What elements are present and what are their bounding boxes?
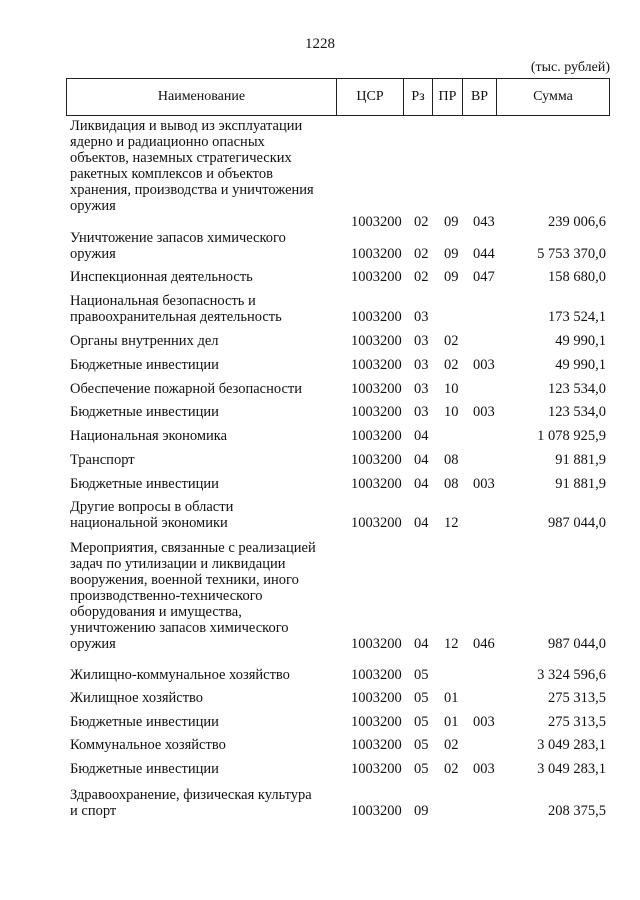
row-sum: 1 078 925,9: [537, 428, 606, 444]
row-rz: 03: [414, 333, 429, 349]
row-pr: 02: [444, 333, 459, 349]
row-pr: 02: [444, 737, 459, 753]
row-pr: 02: [444, 357, 459, 373]
table-row: [0, 761, 640, 777]
row-sum: 49 990,1: [555, 333, 606, 349]
row-sum: 275 313,5: [548, 690, 606, 706]
table-row: [0, 118, 640, 230]
table-row: [0, 404, 640, 420]
row-csr: 1003200: [351, 737, 402, 753]
row-rz: 04: [414, 428, 429, 444]
row-name: Коммунальное хозяйство: [70, 737, 226, 753]
row-csr: 1003200: [351, 269, 402, 285]
row-name: Жилищно-коммунальное хозяйство: [70, 667, 290, 683]
header-name: Наименование: [67, 79, 337, 115]
table-row: [0, 540, 640, 652]
row-name: Органы внутренних дел: [70, 333, 219, 349]
row-pr: 10: [444, 404, 459, 420]
table-row: [0, 428, 640, 444]
units-label: (тыс. рублей): [530, 60, 610, 75]
row-pr: 09: [444, 214, 459, 230]
table-row: [0, 737, 640, 753]
row-sum: 5 753 370,0: [537, 246, 606, 262]
row-rz: 02: [414, 269, 429, 285]
row-csr: 1003200: [351, 761, 402, 777]
row-name: Жилищное хозяйство: [70, 690, 204, 706]
row-csr: 1003200: [351, 690, 402, 706]
row-rz: 02: [414, 246, 429, 262]
row-sum: 123 534,0: [548, 381, 606, 397]
table-row: [0, 230, 640, 262]
row-vr: 046: [473, 636, 495, 652]
row-name: Национальная экономика: [70, 428, 228, 444]
row-pr: 01: [444, 690, 459, 706]
row-sum: 3 324 596,6: [537, 667, 606, 683]
row-name: Транспорт: [70, 452, 135, 468]
row-rz: 09: [414, 803, 429, 819]
row-rz: 03: [414, 404, 429, 420]
row-csr: 1003200: [351, 714, 402, 730]
row-name: Мероприятия, связанные с реализацией задач по утилизации и ликвидации вооружения, военной техники, иного производственно-технического оборудования и имущества, уничтожению запасов химического оружия: [70, 540, 316, 652]
row-sum: 158 680,0: [548, 269, 606, 285]
row-rz: 03: [414, 309, 429, 325]
row-sum: 987 044,0: [548, 515, 606, 531]
row-vr: 003: [473, 476, 495, 492]
row-sum: 239 006,6: [548, 214, 606, 230]
table-row: [0, 293, 640, 325]
row-csr: 1003200: [351, 452, 402, 468]
row-csr: 1003200: [351, 357, 402, 373]
table-row: [0, 269, 640, 285]
row-name: Другие вопросы в области национальной экономики: [70, 499, 234, 531]
row-sum: 208 375,5: [548, 803, 606, 819]
row-pr: 09: [444, 269, 459, 285]
row-csr: 1003200: [351, 309, 402, 325]
row-vr: 003: [473, 761, 495, 777]
row-csr: 1003200: [351, 381, 402, 397]
header-pr: ПР: [433, 79, 463, 115]
row-name: Бюджетные инвестиции: [70, 357, 219, 373]
row-csr: 1003200: [351, 667, 402, 683]
row-pr: 01: [444, 714, 459, 730]
row-sum: 123 534,0: [548, 404, 606, 420]
row-rz: 05: [414, 761, 429, 777]
row-pr: 08: [444, 452, 459, 468]
table-row: [0, 381, 640, 397]
header-rz: Рз: [404, 79, 433, 115]
row-vr: 003: [473, 714, 495, 730]
row-rz: 03: [414, 381, 429, 397]
row-sum: 173 524,1: [548, 309, 606, 325]
row-name: Ликвидация и вывод из эксплуатации ядерно и радиационно опасных объектов, наземных стратегических ракетных комплексов и объектов хранения, производства и уничтожения оружия: [70, 118, 314, 214]
row-pr: 02: [444, 761, 459, 777]
row-rz: 05: [414, 714, 429, 730]
row-pr: 08: [444, 476, 459, 492]
row-name: Бюджетные инвестиции: [70, 476, 219, 492]
table-row: [0, 499, 640, 531]
row-name: Национальная безопасность и правоохранительная деятельность: [70, 293, 282, 325]
header-vr: ВР: [463, 79, 497, 115]
row-vr: 047: [473, 269, 495, 285]
row-csr: 1003200: [351, 214, 402, 230]
row-csr: 1003200: [351, 515, 402, 531]
row-rz: 04: [414, 452, 429, 468]
row-rz: 03: [414, 357, 429, 373]
row-rz: 05: [414, 667, 429, 683]
row-csr: 1003200: [351, 404, 402, 420]
row-csr: 1003200: [351, 333, 402, 349]
row-name: Бюджетные инвестиции: [70, 714, 219, 730]
table-row: [0, 476, 640, 492]
row-name: Обеспечение пожарной безопасности: [70, 381, 303, 397]
row-sum: 49 990,1: [555, 357, 606, 373]
header-sum: Сумма: [533, 89, 573, 104]
row-sum: 91 881,9: [555, 476, 606, 492]
row-rz: 04: [414, 636, 429, 652]
table-row: [0, 690, 640, 706]
table-row: [0, 714, 640, 730]
table-row: [0, 452, 640, 468]
row-name: Инспекционная деятельность: [70, 269, 253, 285]
row-vr: 003: [473, 404, 495, 420]
table-row: [0, 357, 640, 373]
table-row: [0, 787, 640, 819]
row-vr: 044: [473, 246, 495, 262]
row-sum: 3 049 283,1: [537, 761, 606, 777]
row-pr: 12: [444, 515, 459, 531]
row-vr: 003: [473, 357, 495, 373]
header-csr: ЦСР: [337, 79, 404, 115]
row-name: Бюджетные инвестиции: [70, 404, 219, 420]
row-csr: 1003200: [351, 803, 402, 819]
row-name: Здравоохранение, физическая культура и спорт: [70, 787, 312, 819]
row-sum: 91 881,9: [555, 452, 606, 468]
table-row: [0, 333, 640, 349]
row-rz: 05: [414, 737, 429, 753]
row-pr: 10: [444, 381, 459, 397]
row-name: Уничтожение запасов химического оружия: [70, 230, 286, 262]
table-row: [0, 667, 640, 683]
row-csr: 1003200: [351, 636, 402, 652]
row-sum: 3 049 283,1: [537, 737, 606, 753]
row-csr: 1003200: [351, 246, 402, 262]
page-number: 1228: [305, 36, 335, 52]
row-rz: 02: [414, 214, 429, 230]
row-pr: 12: [444, 636, 459, 652]
row-sum: 275 313,5: [548, 714, 606, 730]
row-rz: 04: [414, 515, 429, 531]
row-sum: 987 044,0: [548, 636, 606, 652]
row-rz: 05: [414, 690, 429, 706]
row-rz: 04: [414, 476, 429, 492]
row-name: Бюджетные инвестиции: [70, 761, 219, 777]
row-pr: 09: [444, 246, 459, 262]
row-csr: 1003200: [351, 476, 402, 492]
row-vr: 043: [473, 214, 495, 230]
row-csr: 1003200: [351, 428, 402, 444]
